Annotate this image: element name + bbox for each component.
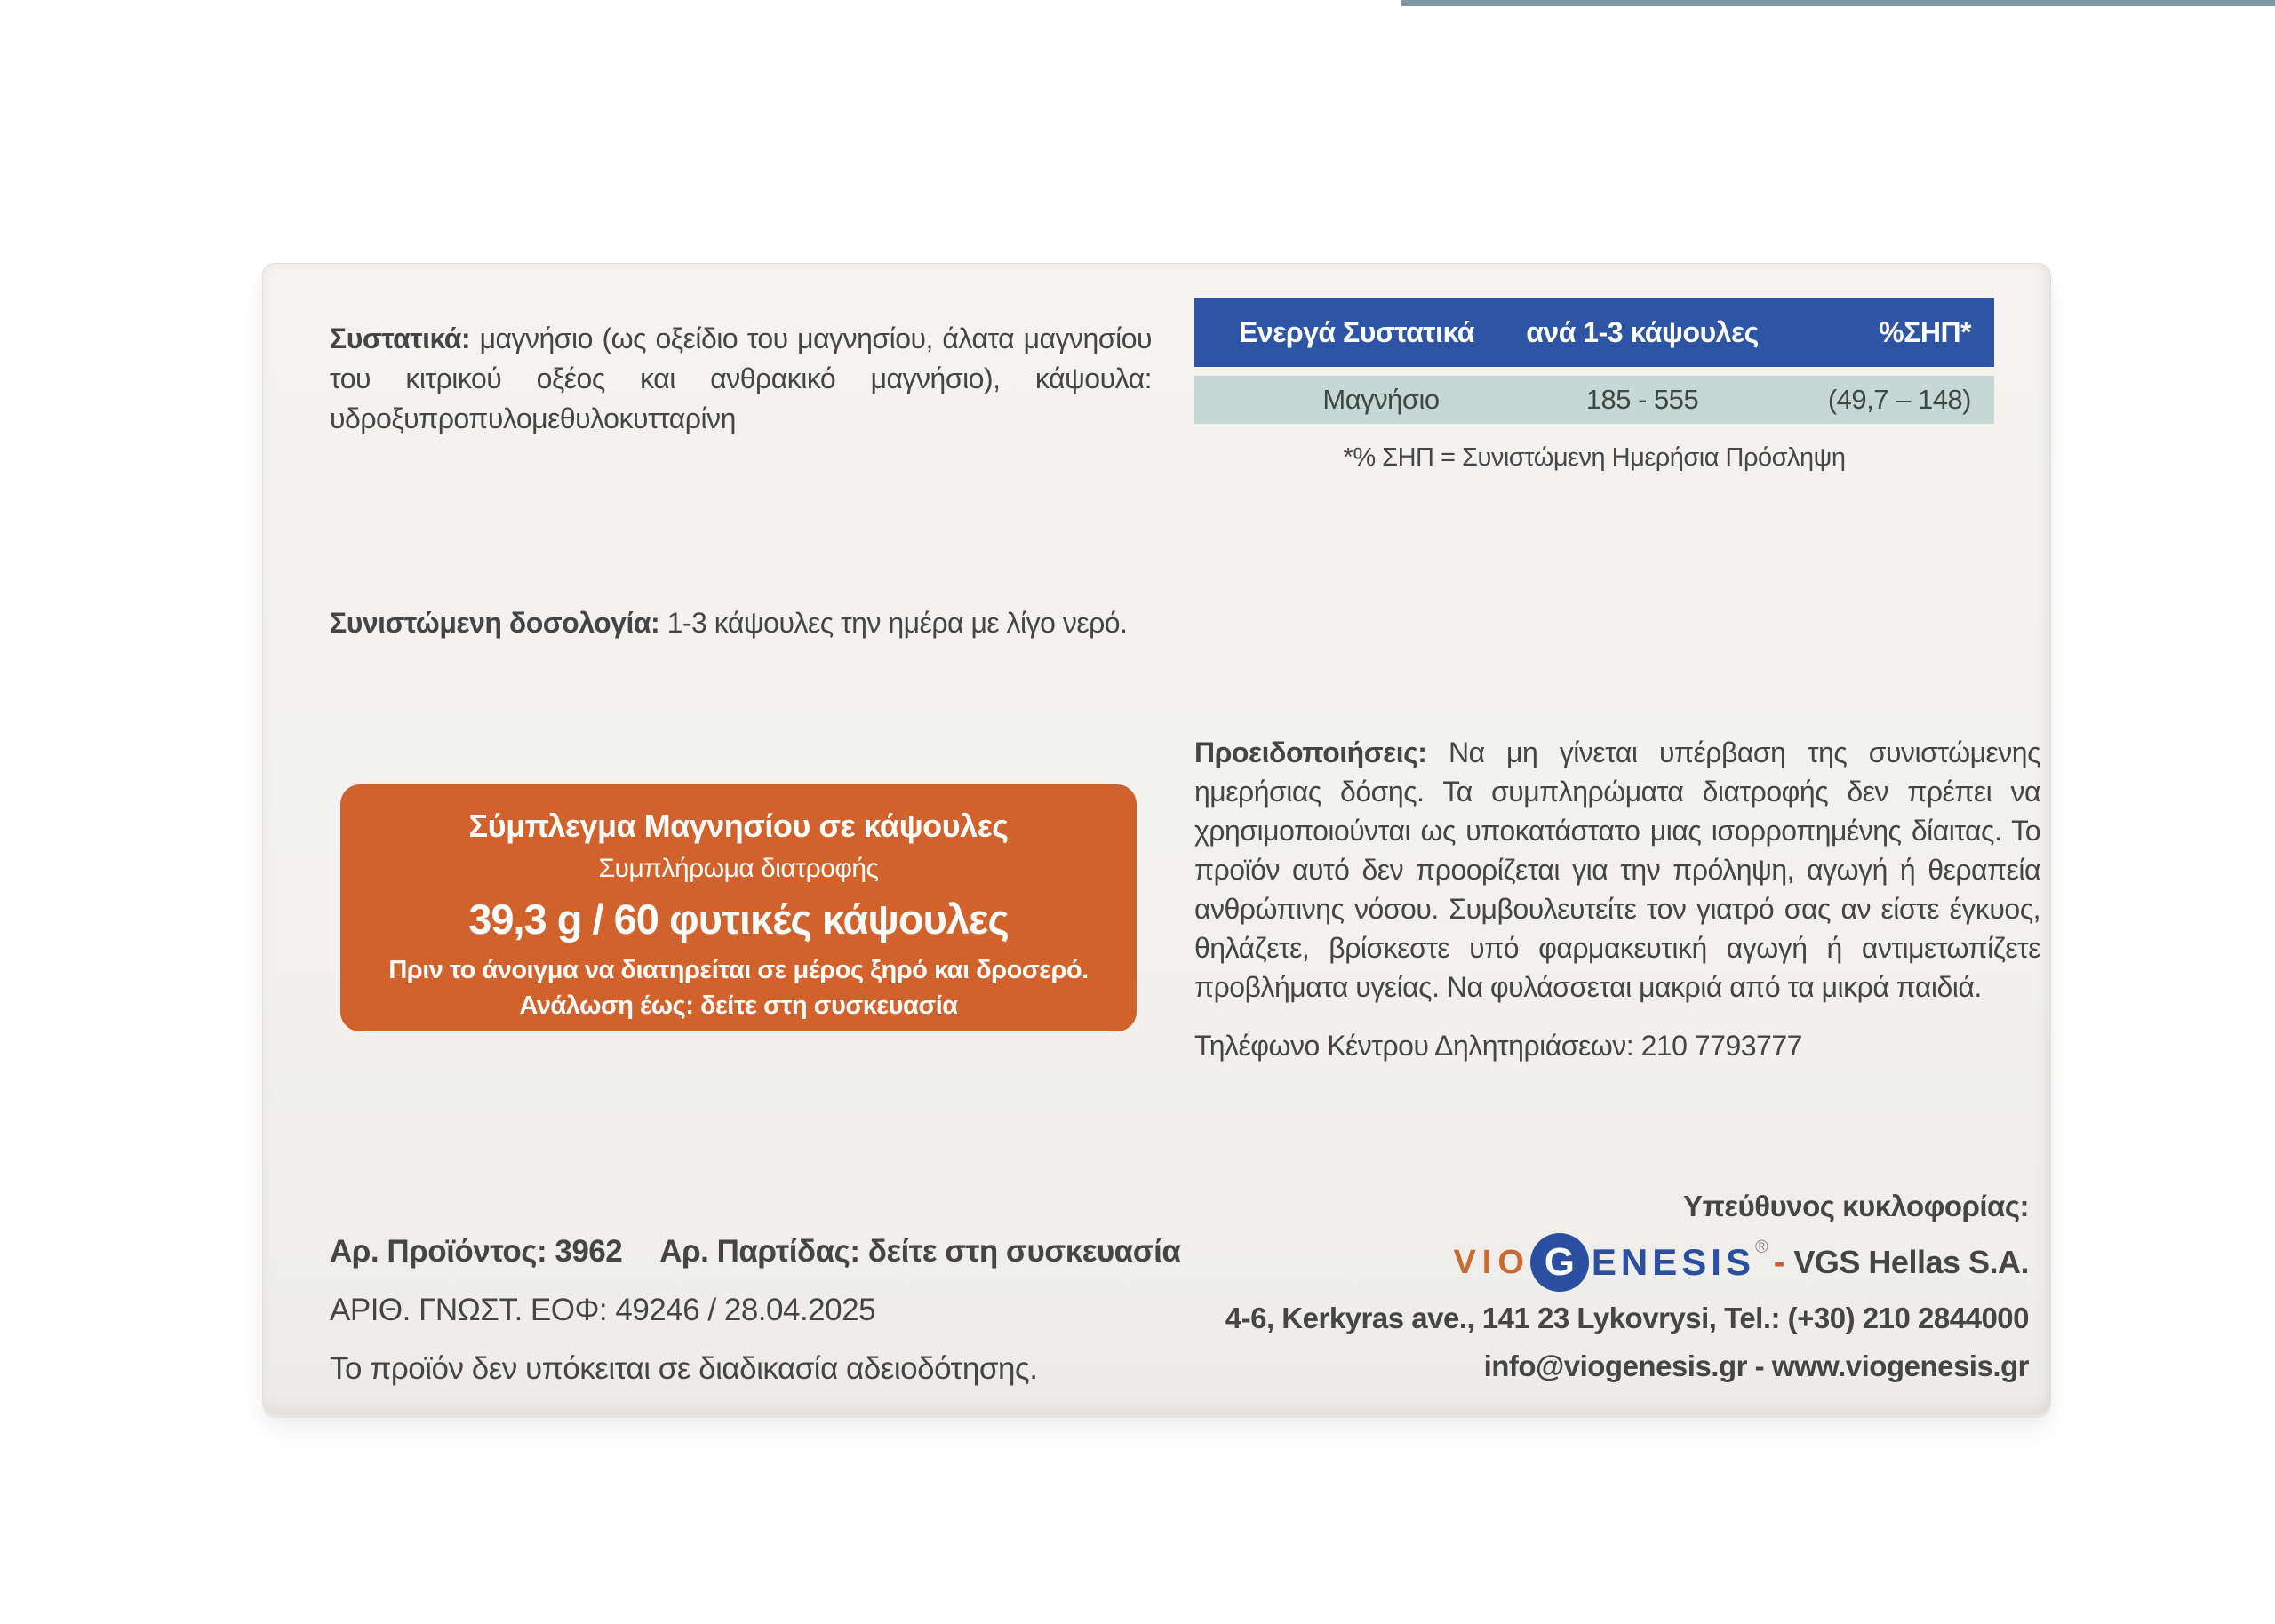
ingredients-text: μαγνήσιο (ως οξείδιο του μαγνησίου, άλατα μαγνησίου του κιτρικού οξέος και ανθρακικό μαγνήσιο), κάψουλα: υδροξυπροπυλομεθυλοκυτταρίνη (330, 322, 1153, 434)
warnings-text: Να μη γίνεται υπέρβαση της συνιστώμενης ημερήσιας δόσης. Τα συμπληρώματα διατροφής δεν πρέπει να χρησιμοποιούνται ως υποκατάστατο μιας ισορροπημένης δίαιτας. Το προϊόν αυτό δεν προορίζεται για την πρόληψη, αγωγή ή θεραπεία ανθρώπινης νόσου. Συμβουλευτείτε τον γιατρό σας αν είστε έγκυος, θηλάζετε, βρίσκεστε υπό φαρμακευτική αγωγή ή αντιμετωπίζετε προβλήματα υγείας. Να φυλάσσεται μακριά από τα μικρά παιδιά. (1194, 736, 2041, 1003)
logo-g-letter: G (1544, 1240, 1576, 1284)
ingredients-paragraph (330, 319, 1152, 439)
cell-amount: 185 - 555 (1585, 384, 1699, 415)
distributor-title: Υπεύθυνος κυκλοφορίας: (1683, 1190, 2029, 1222)
licensing-disclaimer: Το προϊόν δεν υπόκειται σε διαδικασία αδειοδότησης. (330, 1351, 1038, 1386)
package-back-panel (262, 263, 2051, 1414)
product-quantity: 39,3 g / 60 φυτικές κάψουλες (468, 896, 1009, 943)
product-info-block (330, 1234, 1180, 1410)
ingredients-label: Συστατικά: (330, 322, 471, 354)
batch-number: Αρ. Παρτίδας: δείτε στη συσκευασία (659, 1234, 1181, 1269)
distributor-block (1225, 1190, 2029, 1383)
viogenesis-logo (1225, 1230, 2029, 1294)
header-per-capsules: ανά 1-3 κάψουλες (1526, 315, 1759, 348)
poison-center-line: Τηλέφωνο Κέντρου Δηλητηριάσεων: 210 7793777 (1194, 1030, 1802, 1062)
product-number: Αρ. Προϊόντος: 3962 (330, 1234, 623, 1269)
warnings-paragraph (1194, 733, 2040, 1007)
product-name-panel (340, 784, 1137, 1031)
warnings-label: Προειδοποιήσεις: (1194, 736, 1427, 768)
header-rda-percent: %ΣΗΠ* (1879, 315, 1971, 348)
eof-registration-line: ΑΡΙΘ. ΓΝΩΣΤ. ΕΟΦ: 49246 / 28.04.2025 (330, 1293, 876, 1327)
logo-g-circle-icon (1530, 1233, 1589, 1292)
product-subtitle: Συμπλήρωμα διατροφής (598, 854, 879, 883)
product-title: Σύμπλεγμα Μαγνησίου σε κάψουλες (468, 808, 1009, 844)
dosage-line (330, 607, 1152, 640)
dosage-text: 1-3 κάψουλες την ημέρα με λίγο νερό. (667, 607, 1128, 639)
company-name: VGS Hellas S.A. (1793, 1244, 2029, 1280)
product-and-batch-line (330, 1234, 1180, 1270)
nutrition-table-header (1194, 298, 1994, 367)
cell-ingredient-name: Μαγνήσιο (1322, 384, 1440, 415)
expiry-note: Ανάλωση έως: δείτε στη συσκευασία (519, 991, 958, 1020)
photo-top-edge-strip (1401, 0, 2275, 6)
nutrition-table-row-magnesium (1194, 376, 1994, 424)
header-active-ingredients: Ενεργά Συστατικά (1239, 315, 1474, 348)
logo-dash: - (1773, 1243, 1785, 1281)
rda-footnote: *% ΣΗΠ = Συνιστώμενη Ημερήσια Πρόσληψη (1343, 443, 1846, 472)
dosage-label: Συνιστώμενη δοσολογία: (330, 607, 660, 639)
cell-rda-value: (49,7 – 148) (1827, 384, 1971, 415)
company-contacts: info@viogenesis.gr - www.viogenesis.gr (1483, 1349, 2029, 1382)
logo-vio-text: VIO (1453, 1243, 1530, 1281)
nutrition-table (1194, 298, 1994, 473)
registered-trademark-icon: ® (1754, 1238, 1768, 1257)
storage-instructions: Πριν το άνοιγμα να διατηρείται σε μέρος ξηρό και δροσερό. (388, 956, 1089, 984)
company-address: 4-6, Kerkyras ave., 141 23 Lykovrysi, Tel.: (+30) 210 2844000 (1225, 1302, 2029, 1334)
logo-enesis-text: ENESIS (1591, 1241, 1755, 1283)
